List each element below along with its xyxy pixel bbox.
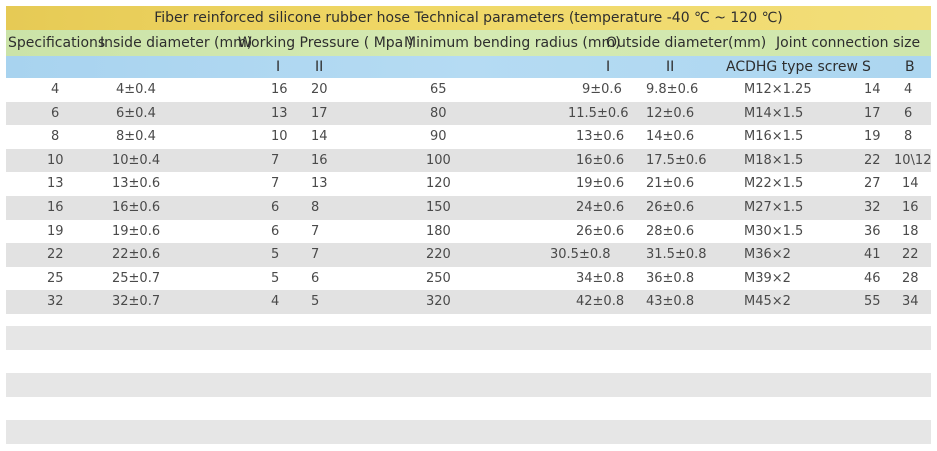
table-row	[6, 125, 931, 149]
cell-spec: 6	[51, 105, 60, 121]
cell-wp-2: 7	[311, 223, 320, 239]
cell-od-2: 21±0.6	[646, 176, 695, 192]
cell-wp-2: 13	[311, 176, 328, 192]
cell-inside-diameter: 8±0.4	[116, 129, 156, 145]
empty-row	[6, 420, 931, 444]
cell-s: 55	[864, 294, 881, 310]
table-title-text: Fiber reinforced silicone rubber hose Technical parameters (temperature -40 ℃ ~ 120 ℃)	[154, 10, 783, 26]
cell-s: 22	[864, 152, 881, 168]
cell-screw: M27×1.5	[744, 199, 804, 215]
cell-spec: 8	[51, 129, 60, 145]
cell-bending-radius: 320	[426, 294, 451, 310]
cell-wp-1: 6	[271, 199, 280, 215]
cell-od-1: 9±0.6	[582, 82, 622, 97]
cell-od-1: 26±0.6	[576, 223, 625, 239]
header-specifications: Specifications	[8, 35, 106, 51]
cell-inside-diameter: 10±0.4	[112, 152, 161, 168]
subheader-wp-2: II	[315, 59, 324, 75]
cell-spec: 4	[51, 82, 60, 97]
cell-bending-radius: 80	[430, 105, 447, 121]
cell-screw: M14×1.5	[744, 105, 804, 121]
cell-screw: M22×1.5	[744, 176, 804, 192]
cell-wp-2: 6	[311, 270, 320, 286]
table-title	[6, 6, 931, 30]
cell-s: 32	[864, 199, 881, 215]
cell-od-1: 42±0.8	[576, 294, 625, 310]
cell-spec: 10	[47, 152, 64, 168]
cell-spec: 16	[47, 199, 64, 215]
cell-s: 14	[864, 82, 881, 97]
cell-wp-1: 4	[271, 294, 280, 310]
cell-s: 41	[864, 247, 881, 263]
cell-s: 27	[864, 176, 881, 192]
table-row	[6, 196, 931, 220]
cell-od-2: 36±0.8	[646, 270, 695, 286]
cell-spec: 13	[47, 176, 64, 192]
cell-screw: M12×1.25	[744, 82, 812, 97]
table-row	[6, 290, 931, 314]
cell-spec: 25	[47, 270, 64, 286]
cell-inside-diameter: 6±0.4	[116, 105, 156, 121]
cell-b: 8	[904, 129, 913, 145]
subheader-wp-1: I	[276, 59, 281, 75]
cell-wp-2: 16	[311, 152, 328, 168]
empty-row	[6, 373, 931, 397]
cell-wp-2: 5	[311, 294, 320, 310]
cell-od-1: 13±0.6	[576, 129, 625, 145]
cell-inside-diameter: 19±0.6	[112, 223, 161, 239]
cell-od-1: 30.5±0.8	[550, 247, 611, 263]
cell-bending-radius: 250	[426, 270, 451, 286]
cell-screw: M39×2	[744, 270, 791, 286]
cell-b: 22	[902, 247, 919, 263]
cell-wp-1: 5	[271, 247, 280, 263]
cell-screw: M18×1.5	[744, 152, 804, 168]
table-row	[6, 267, 931, 291]
cell-wp-2: 14	[311, 129, 328, 145]
cell-bending-radius: 100	[426, 152, 451, 168]
cell-s: 17	[864, 105, 881, 121]
cell-inside-diameter: 32±0.7	[112, 294, 161, 310]
table-row	[6, 102, 931, 126]
header-working-pressure: Working Pressure ( Mpa )	[238, 35, 414, 51]
cell-spec: 32	[47, 294, 64, 310]
subheader-od-1: I	[606, 59, 611, 75]
table-body	[6, 78, 931, 314]
cell-od-2: 28±0.6	[646, 223, 695, 239]
table-row	[6, 220, 931, 244]
cell-wp-2: 7	[311, 247, 320, 263]
subheader-b: B	[905, 59, 915, 75]
subheader-row	[6, 56, 931, 78]
empty-row	[6, 326, 931, 350]
cell-b: 6	[904, 105, 913, 121]
cell-wp-1: 13	[271, 105, 288, 121]
cell-od-2: 9.8±0.6	[646, 82, 699, 97]
header-row	[6, 30, 931, 56]
cell-screw: M16×1.5	[744, 129, 804, 145]
table-row	[6, 78, 931, 102]
cell-spec: 22	[47, 247, 64, 263]
cell-bending-radius: 150	[426, 199, 451, 215]
cell-inside-diameter: 16±0.6	[112, 199, 161, 215]
cell-bending-radius: 90	[430, 129, 447, 145]
cell-wp-1: 5	[271, 270, 280, 286]
cell-wp-1: 10	[271, 129, 288, 145]
cell-b: 4	[904, 82, 913, 97]
cell-bending-radius: 120	[426, 176, 451, 192]
cell-od-1: 19±0.6	[576, 176, 625, 192]
table-row	[6, 172, 931, 196]
cell-b: 10\12	[894, 152, 932, 168]
cell-od-2: 26±0.6	[646, 199, 695, 215]
table-row	[6, 149, 931, 173]
cell-od-2: 43±0.8	[646, 294, 695, 310]
subheader-screw: ACDHG type screw	[726, 59, 858, 75]
cell-od-2: 12±0.6	[646, 105, 695, 121]
cell-bending-radius: 65	[430, 82, 447, 97]
header-joint-size: Joint connection size	[776, 35, 921, 51]
cell-od-1: 11.5±0.6	[568, 105, 629, 121]
cell-b: 18	[902, 223, 919, 239]
cell-inside-diameter: 4±0.4	[116, 82, 156, 97]
cell-od-1: 16±0.6	[576, 152, 625, 168]
cell-s: 36	[864, 223, 881, 239]
header-bending-radius: Minimum bending radius (mm)	[404, 35, 621, 51]
cell-spec: 19	[47, 223, 64, 239]
cell-wp-2: 8	[311, 199, 320, 215]
subheader-od-2: II	[666, 59, 675, 75]
cell-s: 46	[864, 270, 881, 286]
table-row	[6, 243, 931, 267]
subheader-s: S	[862, 59, 871, 75]
cell-b: 14	[902, 176, 919, 192]
cell-s: 19	[864, 129, 881, 145]
cell-wp-2: 20	[311, 82, 328, 97]
cell-inside-diameter: 22±0.6	[112, 247, 161, 263]
cell-wp-1: 16	[271, 82, 288, 97]
cell-od-1: 24±0.6	[576, 199, 625, 215]
cell-b: 34	[902, 294, 919, 310]
cell-inside-diameter: 13±0.6	[112, 176, 161, 192]
cell-screw: M30×1.5	[744, 223, 804, 239]
header-inside-diameter: Inside diameter (mm)	[100, 35, 253, 51]
cell-b: 16	[902, 199, 919, 215]
cell-b: 28	[902, 270, 919, 286]
cell-bending-radius: 180	[426, 223, 451, 239]
cell-screw: M45×2	[744, 294, 791, 310]
header-outside-diameter: Outside diameter(mm)	[606, 35, 767, 51]
cell-od-1: 34±0.8	[576, 270, 625, 286]
cell-od-2: 17.5±0.6	[646, 152, 707, 168]
cell-wp-1: 7	[271, 152, 280, 168]
cell-wp-2: 17	[311, 105, 328, 121]
cell-wp-1: 7	[271, 176, 280, 192]
cell-od-2: 14±0.6	[646, 129, 695, 145]
cell-inside-diameter: 25±0.7	[112, 270, 161, 286]
cell-bending-radius: 220	[426, 247, 451, 263]
cell-screw: M36×2	[744, 247, 791, 263]
cell-od-2: 31.5±0.8	[646, 247, 707, 263]
cell-wp-1: 6	[271, 223, 280, 239]
